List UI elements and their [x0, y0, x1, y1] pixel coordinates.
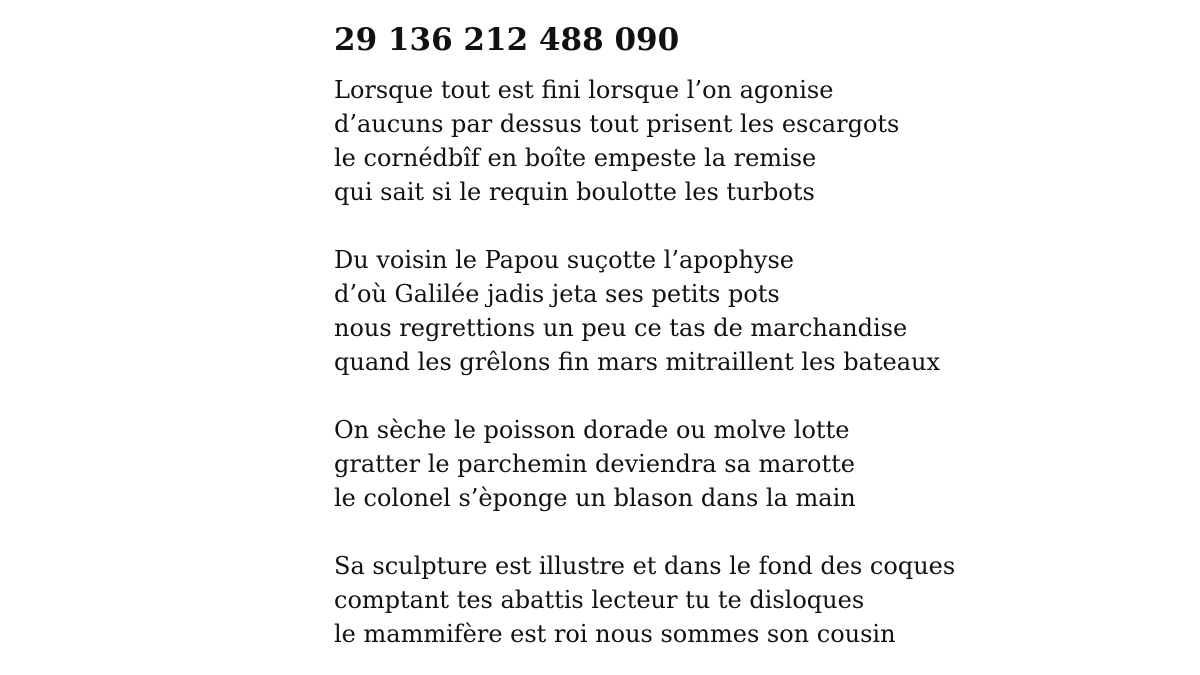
stanza-1 — [334, 73, 1174, 209]
verse-line: On sèche le poisson dorade ou molve lotte — [334, 416, 850, 444]
verse-line: d’aucuns par dessus tout prisent les escargots — [334, 110, 900, 138]
verse-line: le cornédbîf en boîte empeste la remise — [334, 144, 817, 172]
verse-line: qui sait si le requin boulotte les turbots — [334, 178, 815, 206]
verse-line: le colonel s’èponge un blason dans la main — [334, 484, 856, 512]
verse-line: Sa sculpture est illustre et dans le fond des coques — [334, 552, 956, 580]
poem — [334, 20, 1174, 651]
verse-line: gratter le parchemin deviendra sa marotte — [334, 450, 855, 478]
verse-line: d’où Galilée jadis jeta ses petits pots — [334, 280, 780, 308]
stanza-4 — [334, 549, 1174, 651]
verse-line: nous regrettions un peu ce tas de marchandise — [334, 314, 908, 342]
verse-line: le mammifère est roi nous sommes son cousin — [334, 620, 896, 648]
verse-line: comptant tes abattis lecteur tu te disloques — [334, 586, 865, 614]
verse-line: Lorsque tout est fini lorsque l’on agonise — [334, 76, 834, 104]
verse-line: Du voisin le Papou suçotte l’apophyse — [334, 246, 794, 274]
poem-title: 29 136 212 488 090 — [334, 22, 680, 58]
stanza-3 — [334, 413, 1174, 515]
stanza-2 — [334, 243, 1174, 379]
verse-line: quand les grêlons fin mars mitraillent les bateaux — [334, 348, 941, 376]
